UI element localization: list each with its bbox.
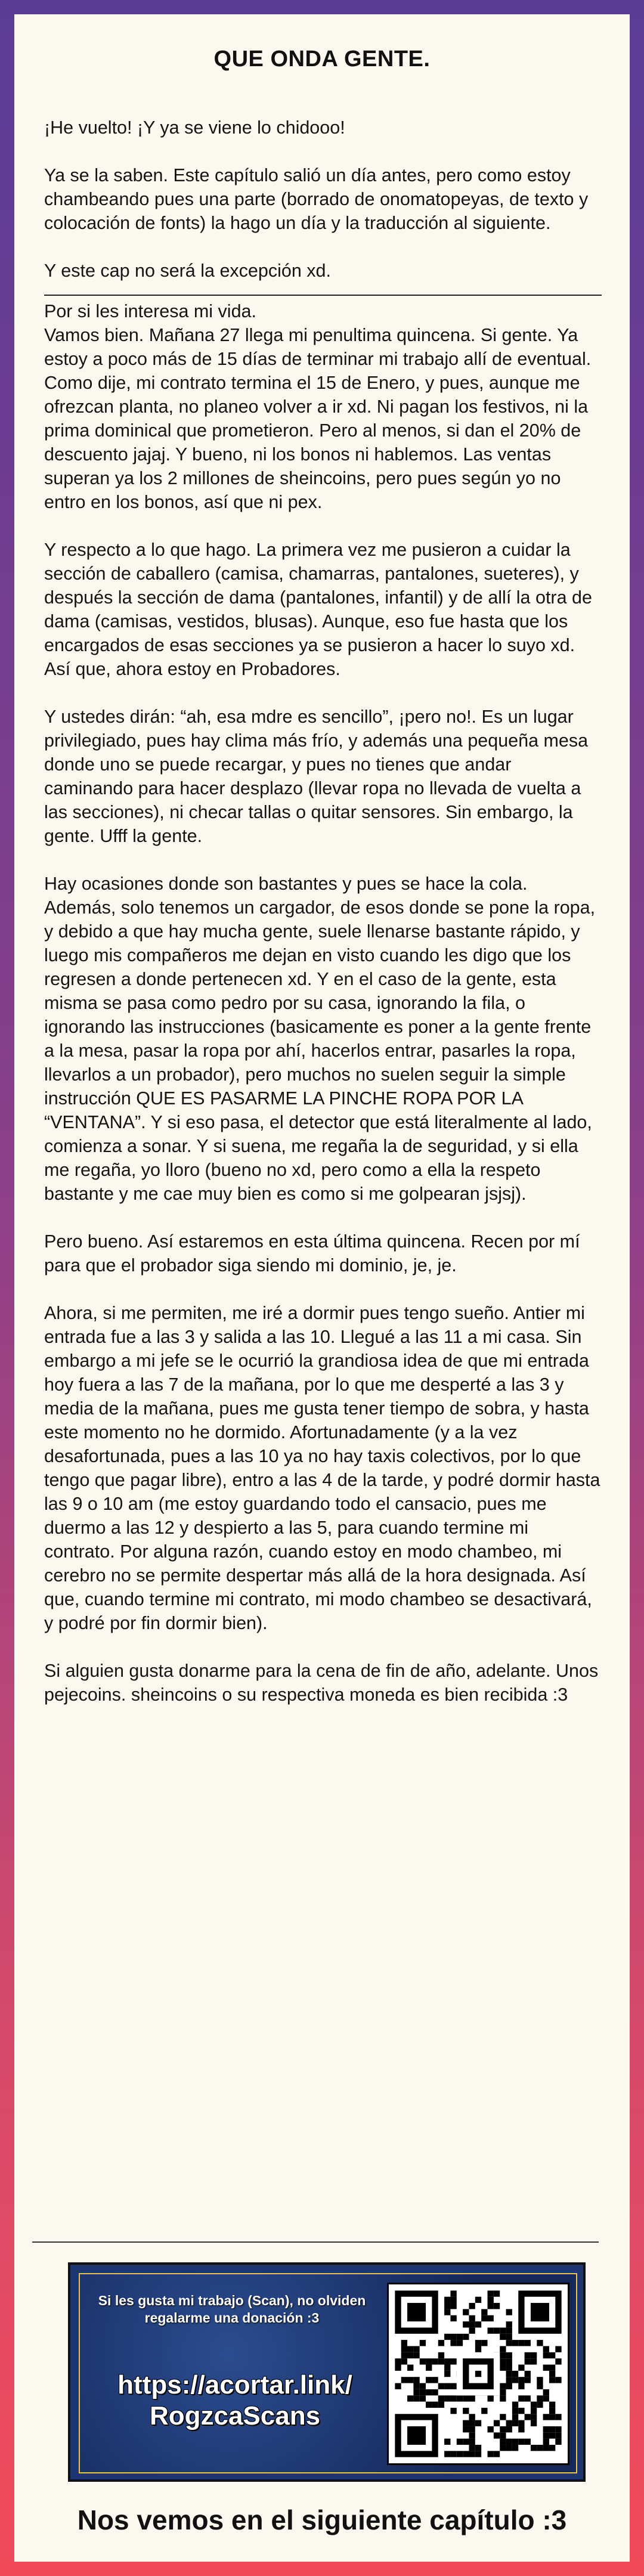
- donation-message: Si les gusta mi trabajo (Scan), no olviden regalarme una donación :3: [98, 2293, 366, 2326]
- section-divider: [44, 283, 602, 296]
- life-paragraph: Pero bueno. Así estaremos en esta última quincena. Recen por mí para que el probador siga siendo mi dominio, je, je.: [44, 1231, 580, 1275]
- qr-code-graphic: [389, 2284, 568, 2463]
- life-paragraph: Si alguien gusta donarme para la cena de fin de año, adelante. Unos pejecoins. sheincoins o su respectiva moneda es bien recibida :3: [44, 1661, 599, 1705]
- note-body: [44, 116, 602, 1730]
- donation-link[interactable]: [92, 2370, 378, 2432]
- life-paragraph: Hay ocasiones donde son bastantes y pues se hace la cola. Además, solo tenemos un cargador, de esos donde se pone la ropa, y debido a que hay mucha gente, suele llenarse bastante rápido, y luego mis compañeros me dejan en visto cuando les digo que los regresen a donde pertenecen xd. Y en el caso de la gente, esta misma se pasa como pedro por su casa, ignorando la fila, o ignorando las instrucciones (basicamente es poner a la gente frente a la mesa, pasar la ropa por ahí, hacerlos entrar, pasarles la ropa, llevarlos a un probador), pero muchos no suelen seguir la simple instrucción QUE ES PASARME LA PINCHE ROPA POR LA “VENTANA”. Y si eso pasa, el detector que está literalmente al lado, comienza a sonar. Y si suena, me regaña la de seguridad, y si ella me regaña, yo lloro (bueno no xd, pero como a ella la respeto bastante y me cae muy bien es como si me golpearan jsjsj).: [44, 874, 596, 1204]
- footer-divider: [32, 2241, 599, 2243]
- life-paragraph: Ahora, si me permiten, me iré a dormir pues tengo sueño. Antier mi entrada fue a las 3 y salida a las 10. Llegué a las 11 a mi casa. Sin embargo a mi jefe se le ocurrió la grandiosa idea de que mi entrada hoy fuera a las 7 de la mañana, por lo que me desperté a las 3 y media de la mañana, pues me gusta tener tiempo de sobra, y hasta este momento no he dormido. Afortunadamente (y a la vez desafortunada, pues a las 10 ya no hay taxis colectivos, por lo que tengo que pagar libre), entro a las 4 de la tarde, y podré dormir hasta las 9 o 10 am (me estoy guardando todo el cansacio, pues me duermo a las 12 y despierto a las 5, para cuando termine mi contrato. Por alguna razón, cuando estoy en modo chambeo, mi cerebro no se permite despertar más allá de la hora designada. Así que, cuando termine mi contrato, mi modo chambeo se desactivará, y podré por fin dormir bien).: [44, 1303, 600, 1633]
- qr-code-icon[interactable]: [387, 2283, 569, 2465]
- life-paragraph: Y ustedes dirán: “ah, esa mdre es sencillo”, ¡pero no!. Es un lugar privilegiado, pues hay clima más frío, y además una pequeña mesa donde uno se puede recargar, y pues no tienes que andar caminando para hacer desplazo (llevar ropa no llevada de vuelta a las secciones), ni checar tallas o quitar sensores. Sin embargo, la gente. Ufff la gente.: [44, 707, 589, 846]
- donation-banner[interactable]: [68, 2262, 586, 2482]
- donation-link-name: RogzcaScans: [149, 2401, 321, 2431]
- donation-link-url: https://acortar.link/: [117, 2370, 352, 2399]
- donation-banner-frame: [79, 2273, 577, 2473]
- intro-paragraph: ¡He vuelto! ¡Y ya se viene lo chidooo!: [44, 117, 345, 138]
- content-page: [14, 14, 630, 2562]
- life-paragraph: Y respecto a lo que hago. La primera vez me pusieron a cuidar la sección de caballero (camisa, chamarras, pantalones, sueteres), y después la sección de dama (pantalones, infantil) y de allí la otra de dama (camisas, vestidos, blusas). Aunque, eso fue hasta que los encargados de esas secciones ya se pusieron a hacer lo suyo xd. Así que, ahora estoy en Probadores.: [44, 540, 592, 679]
- closing-line: Nos vemos en el siguiente capítulo :3: [77, 2504, 567, 2535]
- page-title: QUE ONDA GENTE.: [213, 47, 431, 72]
- life-paragraph: Vamos bien. Mañana 27 llega mi penultima quincena. Si gente. Ya estoy a poco más de 15 días de terminar mi trabajo allí de eventual. Como dije, mi contrato termina el 15 de Enero, y pues, aunque me ofrezcan planta, no planeo volver a ir xd. Ni pagan los festivos, ni la prima dominical que prometieron. Pero al menos, si dan el 20% de descuento jajaj. Y bueno, ni los bonos ni hablemos. Las ventas superan ya los 2 millones de sheincoins, pero pues según yo no entro en los bonos, así que ni pex.: [44, 325, 592, 512]
- intro-paragraph: Y este cap no será la excepción xd.: [44, 261, 331, 281]
- section-heading: Por si les interesa mi vida.: [44, 301, 256, 321]
- intro-paragraph: Ya se la saben. Este capítulo salió un día antes, pero como estoy chambeando pues una parte (borrado de onomatopeyas, de texto y colocación de fonts) la hago un día y la traducción al siguiente.: [44, 165, 589, 233]
